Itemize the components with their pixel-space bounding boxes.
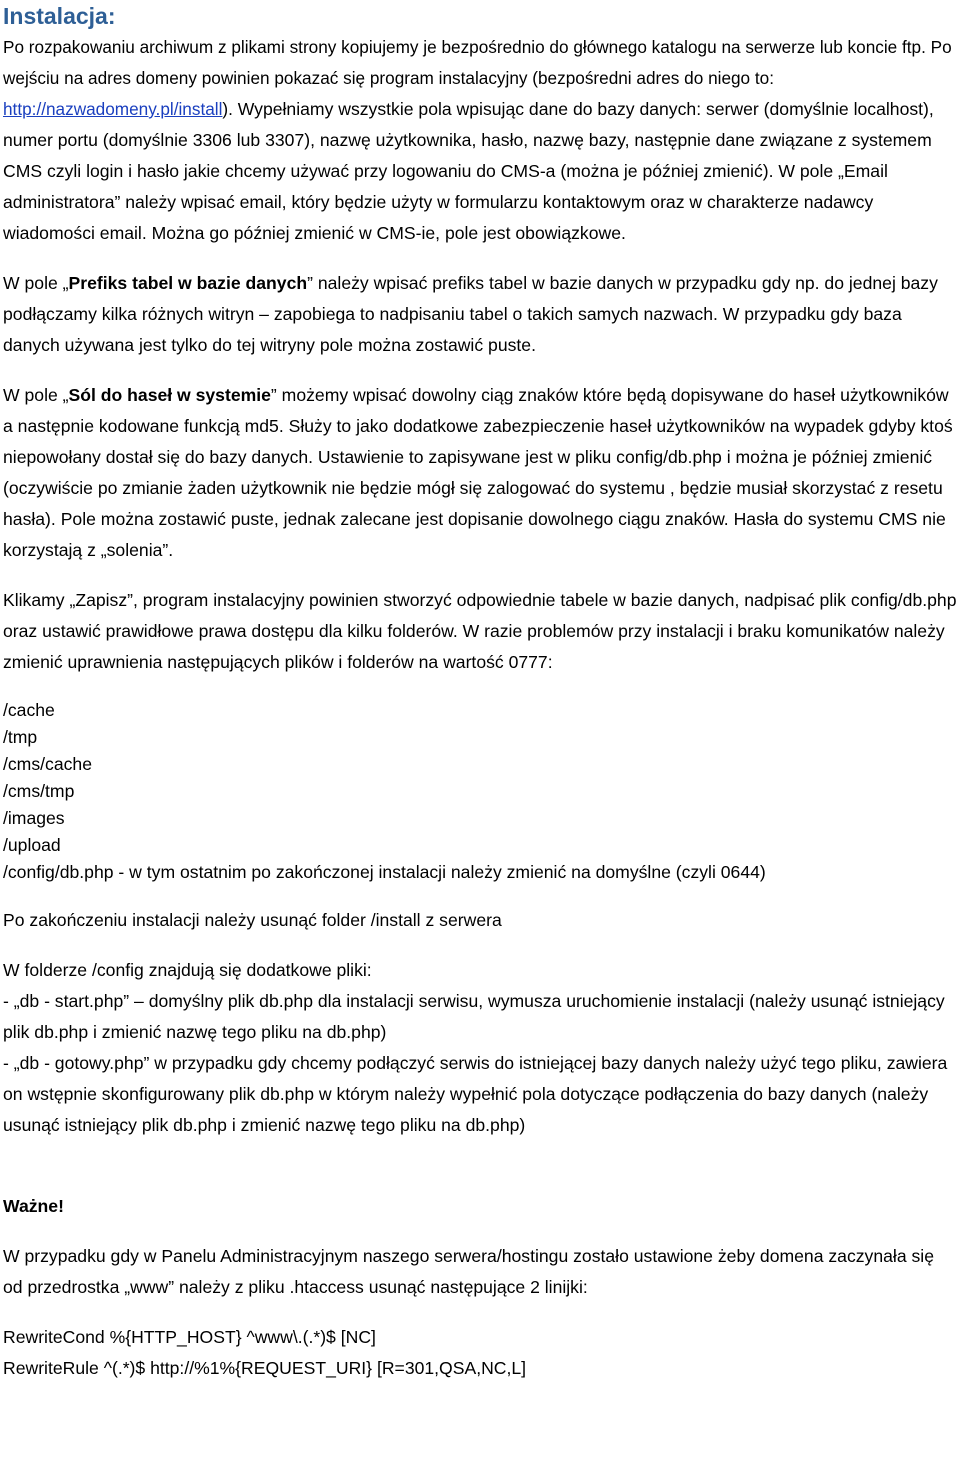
path-item: /config/db.php - w tym ostatnim po zakończonej instalacji należy zmienić na domyślne (czyli 0644) xyxy=(3,862,766,882)
section-heading: Instalacja: xyxy=(3,3,116,29)
config-folder-intro: W folderze /config znajdują się dodatkowe pliki: xyxy=(3,960,372,980)
salt-text-after: ” możemy wpisać dowolny ciąg znaków które będą dopisywane do haseł użytkowników a następnie kodowane funkcją md5. Służy to jako dodatkowe zabezpieczenie haseł użytkowników na wypadek gdyby ktoś niepowołany dostał się do bazy danych. Ustawienie to zapisywane jest w pliku config/db.php i można je później zmienić (oczywiście po zmianie żaden użytkownik nie będzie mógł się zalogować do systemu , będzie musiał skorzystać z resetu hasła). Pole można zostawić puste, jednak zalecane jest dopisanie dowolnego ciągu znaków. Hasła do systemu CMS nie korzystają z „solenia”. xyxy=(3,385,953,560)
htaccess-paragraph: W przypadku gdy w Panelu Administracyjnym naszego serwera/hostingu zostało ustawione żeby domena zaczynała się od przedrostka „www” należy z pliku .htaccess usunąć następujące 2 linijki: xyxy=(3,1246,934,1297)
path-item: /images xyxy=(3,808,65,828)
fields-description: Wypełniamy wszystkie pola wpisując dane do bazy danych: serwer (domyślnie localhost), numer portu (domyślnie 3306 lub 3307), nazwę użytkownika, hasło, nazwę bazy, następnie dane związane z systemem CMS czyli login i hasło jakie chcemy używać przy logowaniu do CMS-a (można je później zmienić). W pole „Email administratora” należy wpisać email, który będzie użyty w formularzu kontaktowym oraz w charakterze nadawcy wiadomości email. Można go później zmienić w CMS-ie, pole jest obowiązkowe. xyxy=(3,99,934,243)
important-label: Ważne! xyxy=(3,1196,64,1216)
remove-install-note: Po zakończeniu instalacji należy usunąć folder /install z serwera xyxy=(3,910,502,930)
prefix-text-after: ” należy wpisać prefiks tabel w bazie danych w przypadku gdy np. do jednej bazy podłączamy kilka różnych witryn – zapobiega to nadpisaniu tabel o takich samych nazwach. W przypadku gdy baza danych używana jest tylko do tej witryny pole można zostawić puste. xyxy=(3,273,938,355)
prefix-text-before: W pole „ xyxy=(3,273,69,293)
rewrite-rule-line: RewriteRule ^(.*)$ http://%1%{REQUEST_URI} [R=301,QSA,NC,L] xyxy=(3,1358,527,1378)
salt-text-before: W pole „ xyxy=(3,385,69,405)
intro-text: Po rozpakowaniu archiwum z plikami strony kopiujemy je bezpośrednio do głównego katalogu na serwerze lub koncie ftp. Po wejściu na adres domeny powinien pokazać się program instalacyjny (bezpośredni adres do niego to: xyxy=(3,37,952,88)
prefix-paragraph xyxy=(3,268,957,361)
path-item: /cache xyxy=(3,700,55,720)
rewrite-cond-line: RewriteCond %{HTTP_HOST} ^www\.(.*)$ [NC] xyxy=(3,1327,376,1347)
permission-paths-list xyxy=(3,697,957,886)
install-url-link[interactable]: http://nazwadomeny.pl/install xyxy=(3,99,223,119)
prefix-field-name: Prefiks tabel w bazie danych xyxy=(68,273,308,293)
path-item: /upload xyxy=(3,835,61,855)
salt-field-name: Sól do haseł w systemie xyxy=(68,385,271,405)
config-item-db-gotowy: - „db - gotowy.php” w przypadku gdy chcemy podłączyć serwis do istniejącej bazy danych należy użyć tego pliku, zawiera on wstępnie skonfigurowany plik db.php w którym należy wypełnić pola dotyczące podłączenia do bazy danych (należy usunąć istniejący plik db.php i zmienić nazwę tego pliku na db.php) xyxy=(3,1053,948,1135)
path-item: /tmp xyxy=(3,727,38,747)
config-item-db-start: - „db - start.php” – domyślny plik db.php dla instalacji serwisu, wymusza uruchomienie instalacji (należy usunąć istniejący plik db.php i zmienić nazwę tego pliku na db.php) xyxy=(3,991,945,1042)
salt-paragraph xyxy=(3,380,957,566)
intro-paragraph xyxy=(3,32,957,249)
path-item: /cms/cache xyxy=(3,754,92,774)
intro-text-after-link: ). xyxy=(222,99,238,119)
document-page xyxy=(3,0,957,1384)
save-paragraph: Klikamy „Zapisz”, program instalacyjny powinien stworzyć odpowiednie tabele w bazie danych, nadpisać plik config/db.php oraz ustawić prawidłowe prawa dostępu dla kilku folderów. W razie problemów przy instalacji i braku komunikatów należy zmienić uprawnienia następujących plików i folderów na wartość 0777: xyxy=(3,590,957,672)
path-item: /cms/tmp xyxy=(3,781,75,801)
